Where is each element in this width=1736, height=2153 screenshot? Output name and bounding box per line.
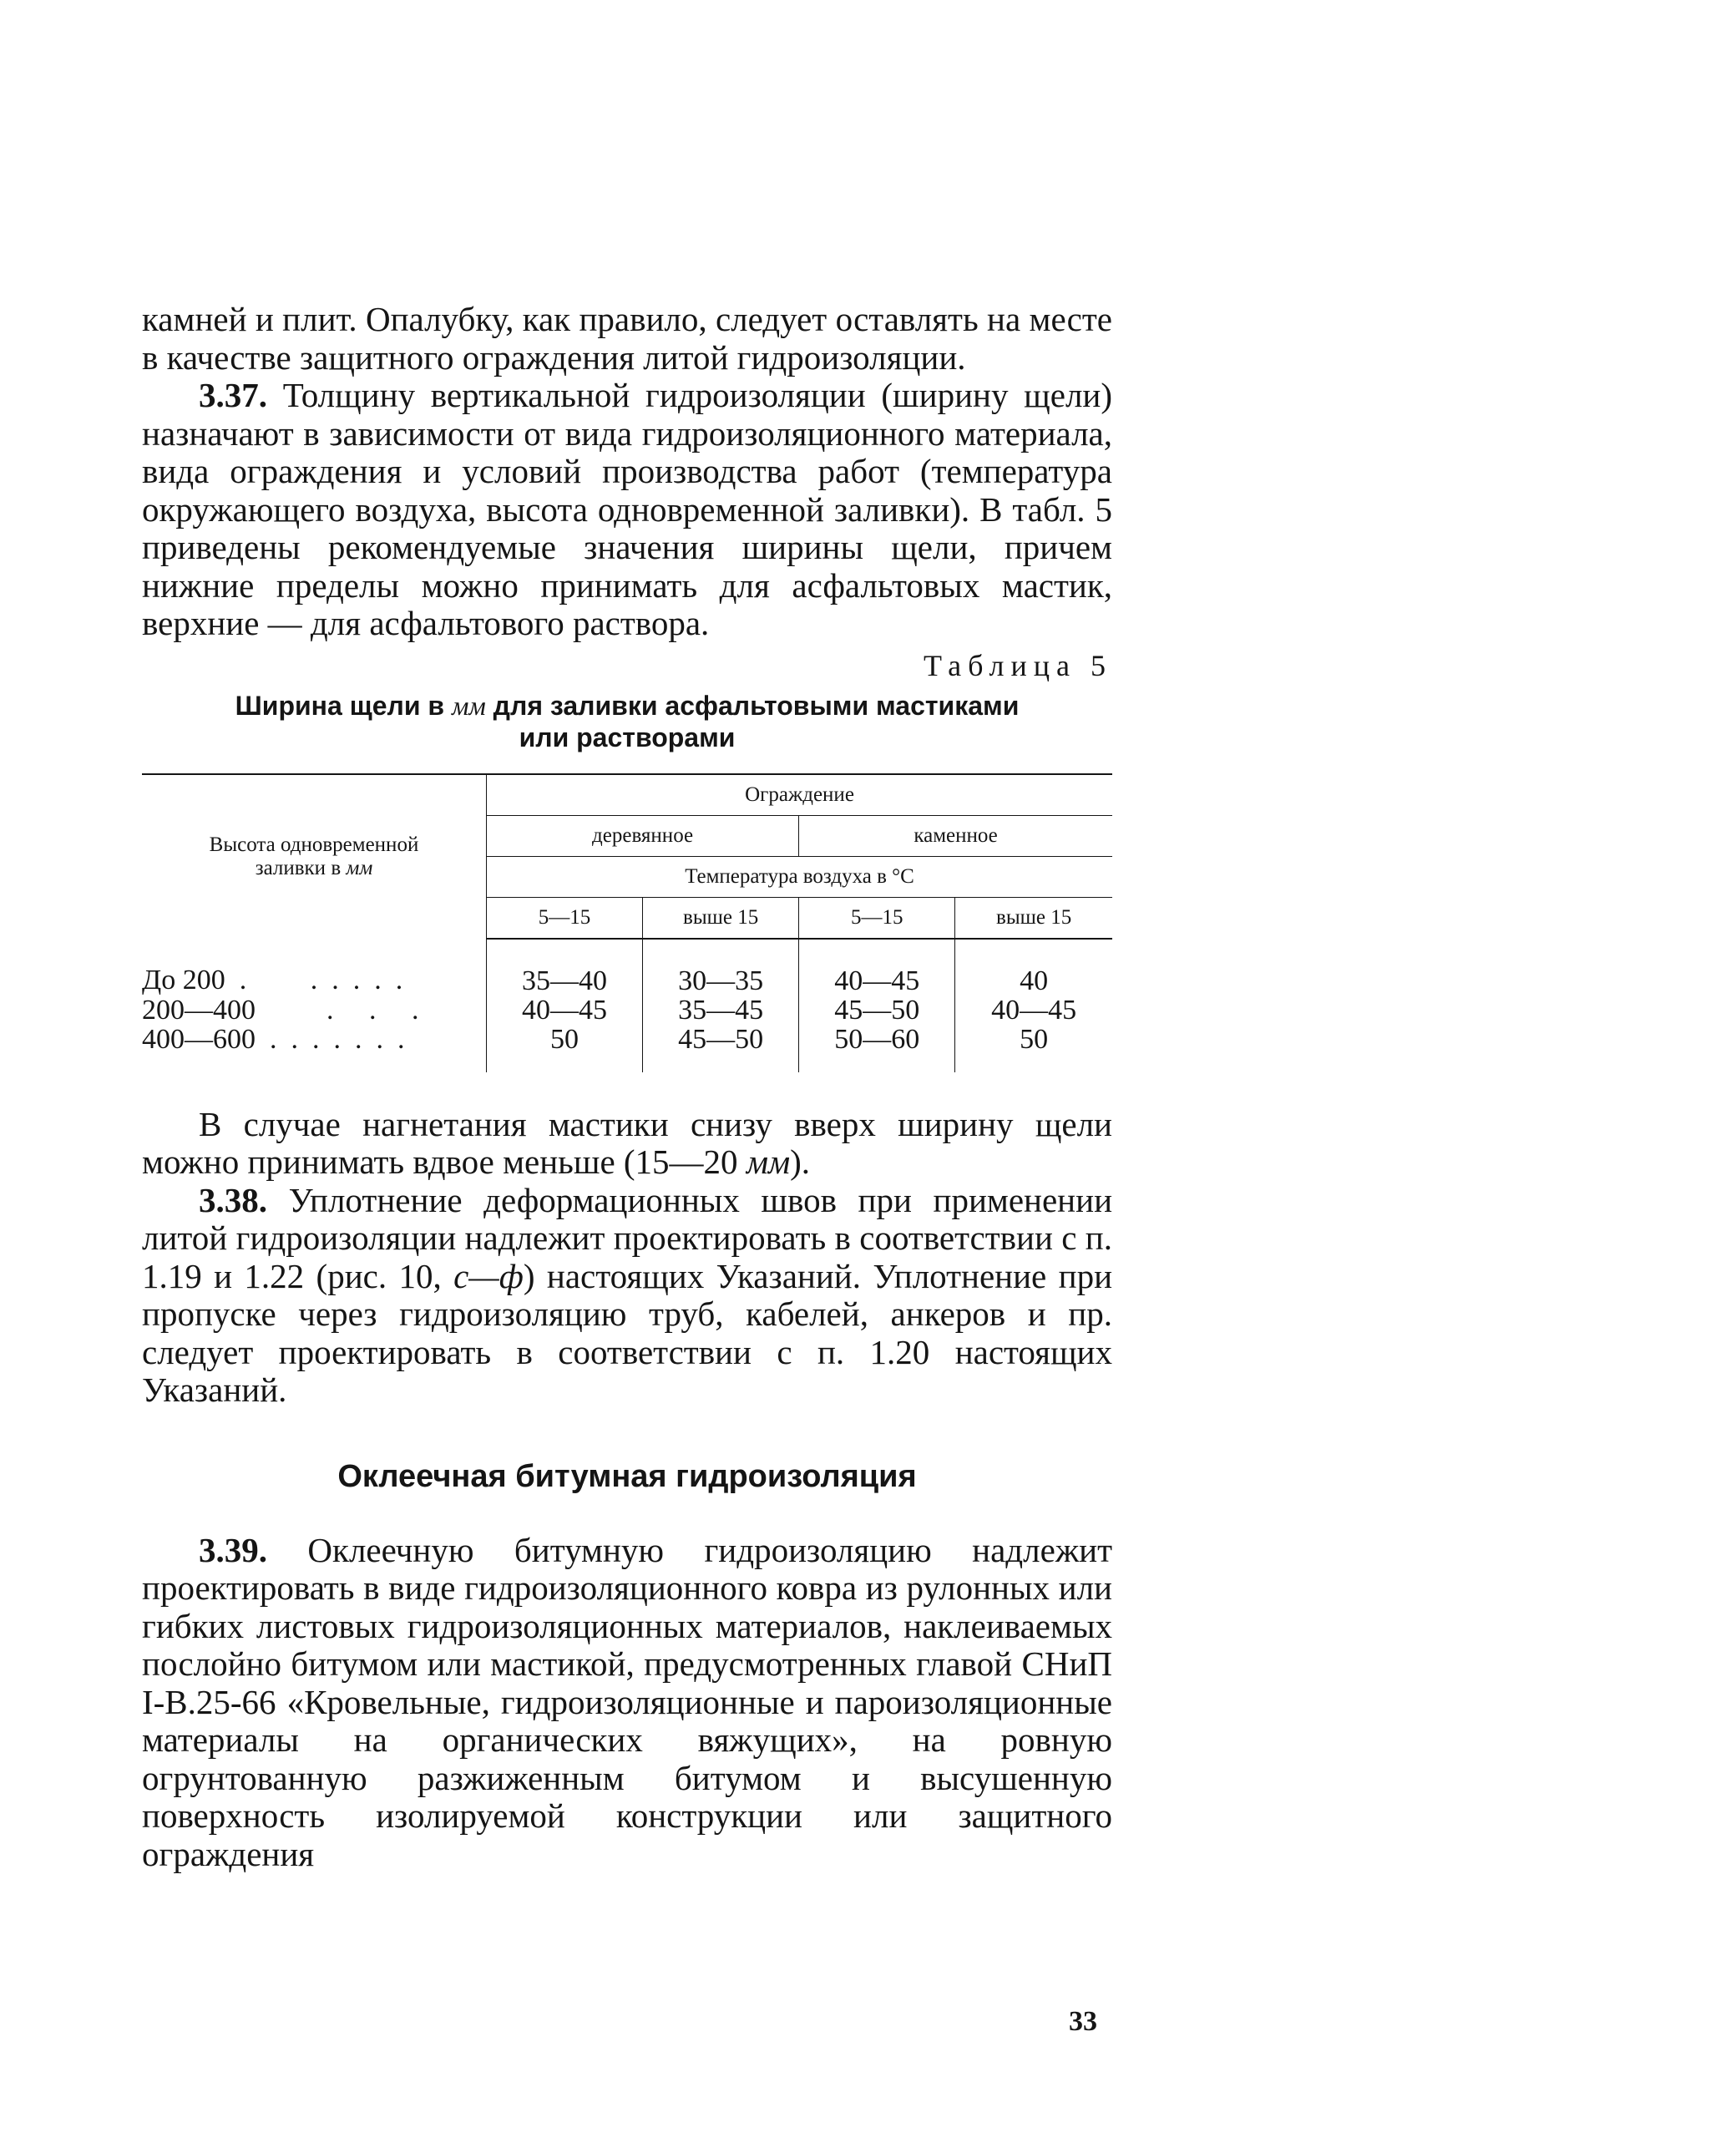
table-cell: 35—45 [643,995,799,1025]
header-temperature: Температура воздуха в °С [487,856,1113,897]
table-row [142,1025,1112,1072]
table-cell: 40—45 [487,995,643,1025]
figure-reference: с—ф [453,1256,524,1295]
paragraph-text: Толщину вертикальной гидроизоляции (ширину щели) назначают в зависимости от вида гидроизоляционного материала, вида ограждения и условий производства работ (температура окружающего воздуха, высота одновременной заливки). В табл. 5 приведены рекомендуемые значения ширины щели, причем нижние пределы можно принимать для асфальтовых мастик, верхние — для асфальтового раствора. [142,376,1113,642]
page-number: 33 [1069,2006,1097,2037]
paragraph-text: ) настоящих Указаний. Уплотнение при пропуске через гидроизоляцию труб, кабелей, анкеров и пр. следует проектировать в соответствии с п. 1.20 настоящих Указаний. [142,1256,1113,1409]
header-temp-high: выше 15 [955,897,1112,939]
header-temp-low: 5—15 [799,897,955,939]
table-cell: 50—60 [799,1025,955,1072]
paragraph-text: В случае нагнетания мастики снизу вверх ширину щели можно принимать вдвое меньше (15—20 [142,1104,1112,1181]
clause-number: 3.39. [199,1530,267,1569]
header-temp-high: выше 15 [643,897,799,939]
table-title-unit: мм [451,690,486,721]
paragraph-text: Оклеечную битумную гидроизоляцию надлежит проектировать в виде гидроизоляционного ковра из рулонных или гибких листовых гидроизоляционных материалов, наклеиваемых послойно битумом или мастикой, предусмотренных главой СНиП I-В.25-66 «Кровельные, гидроизоляционные и пароизоляционные материалы на органических вяжущих», на ровную огрунтованную разжиженным битумом и высушенную поверхность изолируемой конструкции или защитного ограждения [142,1530,1113,1873]
header-wood: деревянное [487,815,799,856]
clause-number: 3.37. [199,376,267,414]
header-height-unit: мм [346,856,373,879]
header-temp-low: 5—15 [487,897,643,939]
table-cell: 40—45 [799,939,955,995]
header-stone: каменное [799,815,1112,856]
header-height-text: заливки в [255,856,342,879]
header-height-text: Высота одновременной [209,833,419,856]
table-row [142,939,1112,995]
paragraph-text: Уплотнение деформационных швов при применении литой гидроизоляции надлежит проектировать в соответствии с п. 1.19 и 1.22 (рис. 10, [142,1180,1113,1295]
paragraph-3-38 [142,1182,1112,1410]
table-title-part: для заливки асфальтовыми мастиками [493,690,1020,721]
paragraph-3-37 [142,377,1112,643]
paragraph [142,1106,1112,1182]
section-heading: Оклеечная битумная гидроизоляция [337,1458,917,1494]
table-cell: 35—40 [487,939,643,995]
slot-width-table [142,773,1112,1072]
paragraph: камней и плит. Опалубку, как правило, следует оставлять на месте в качестве защитного ограждения литой гидроизоляции. [142,300,1112,377]
row-label: 400—600 . . . . . . . [142,1023,405,1055]
table-row [142,995,1112,1025]
paragraph-text: ). [790,1142,811,1181]
table-cell: 45—50 [799,995,955,1025]
page-body [142,301,1112,1873]
table-cell: 40 [955,939,1112,995]
header-height [142,774,487,939]
clause-number: 3.38. [199,1180,267,1219]
header-fence: Ограждение [487,774,1113,816]
table-title-part: или растворами [519,722,736,752]
paragraph-3-39 [142,1532,1112,1874]
table-cell: 45—50 [643,1025,799,1072]
table-cell: 50 [955,1025,1112,1072]
row-label: До 200 . . . . . . [142,964,403,995]
unit-text: мм [746,1142,791,1181]
table-cell: 50 [487,1025,643,1072]
row-label: 200—400 . . . [142,994,419,1026]
table-cell: 40—45 [955,995,1112,1025]
table-caption: Таблица 5 [924,648,1112,682]
table-title [142,690,1112,753]
table-cell: 30—35 [643,939,799,995]
table-title-part: Ширина щели в [235,690,445,721]
